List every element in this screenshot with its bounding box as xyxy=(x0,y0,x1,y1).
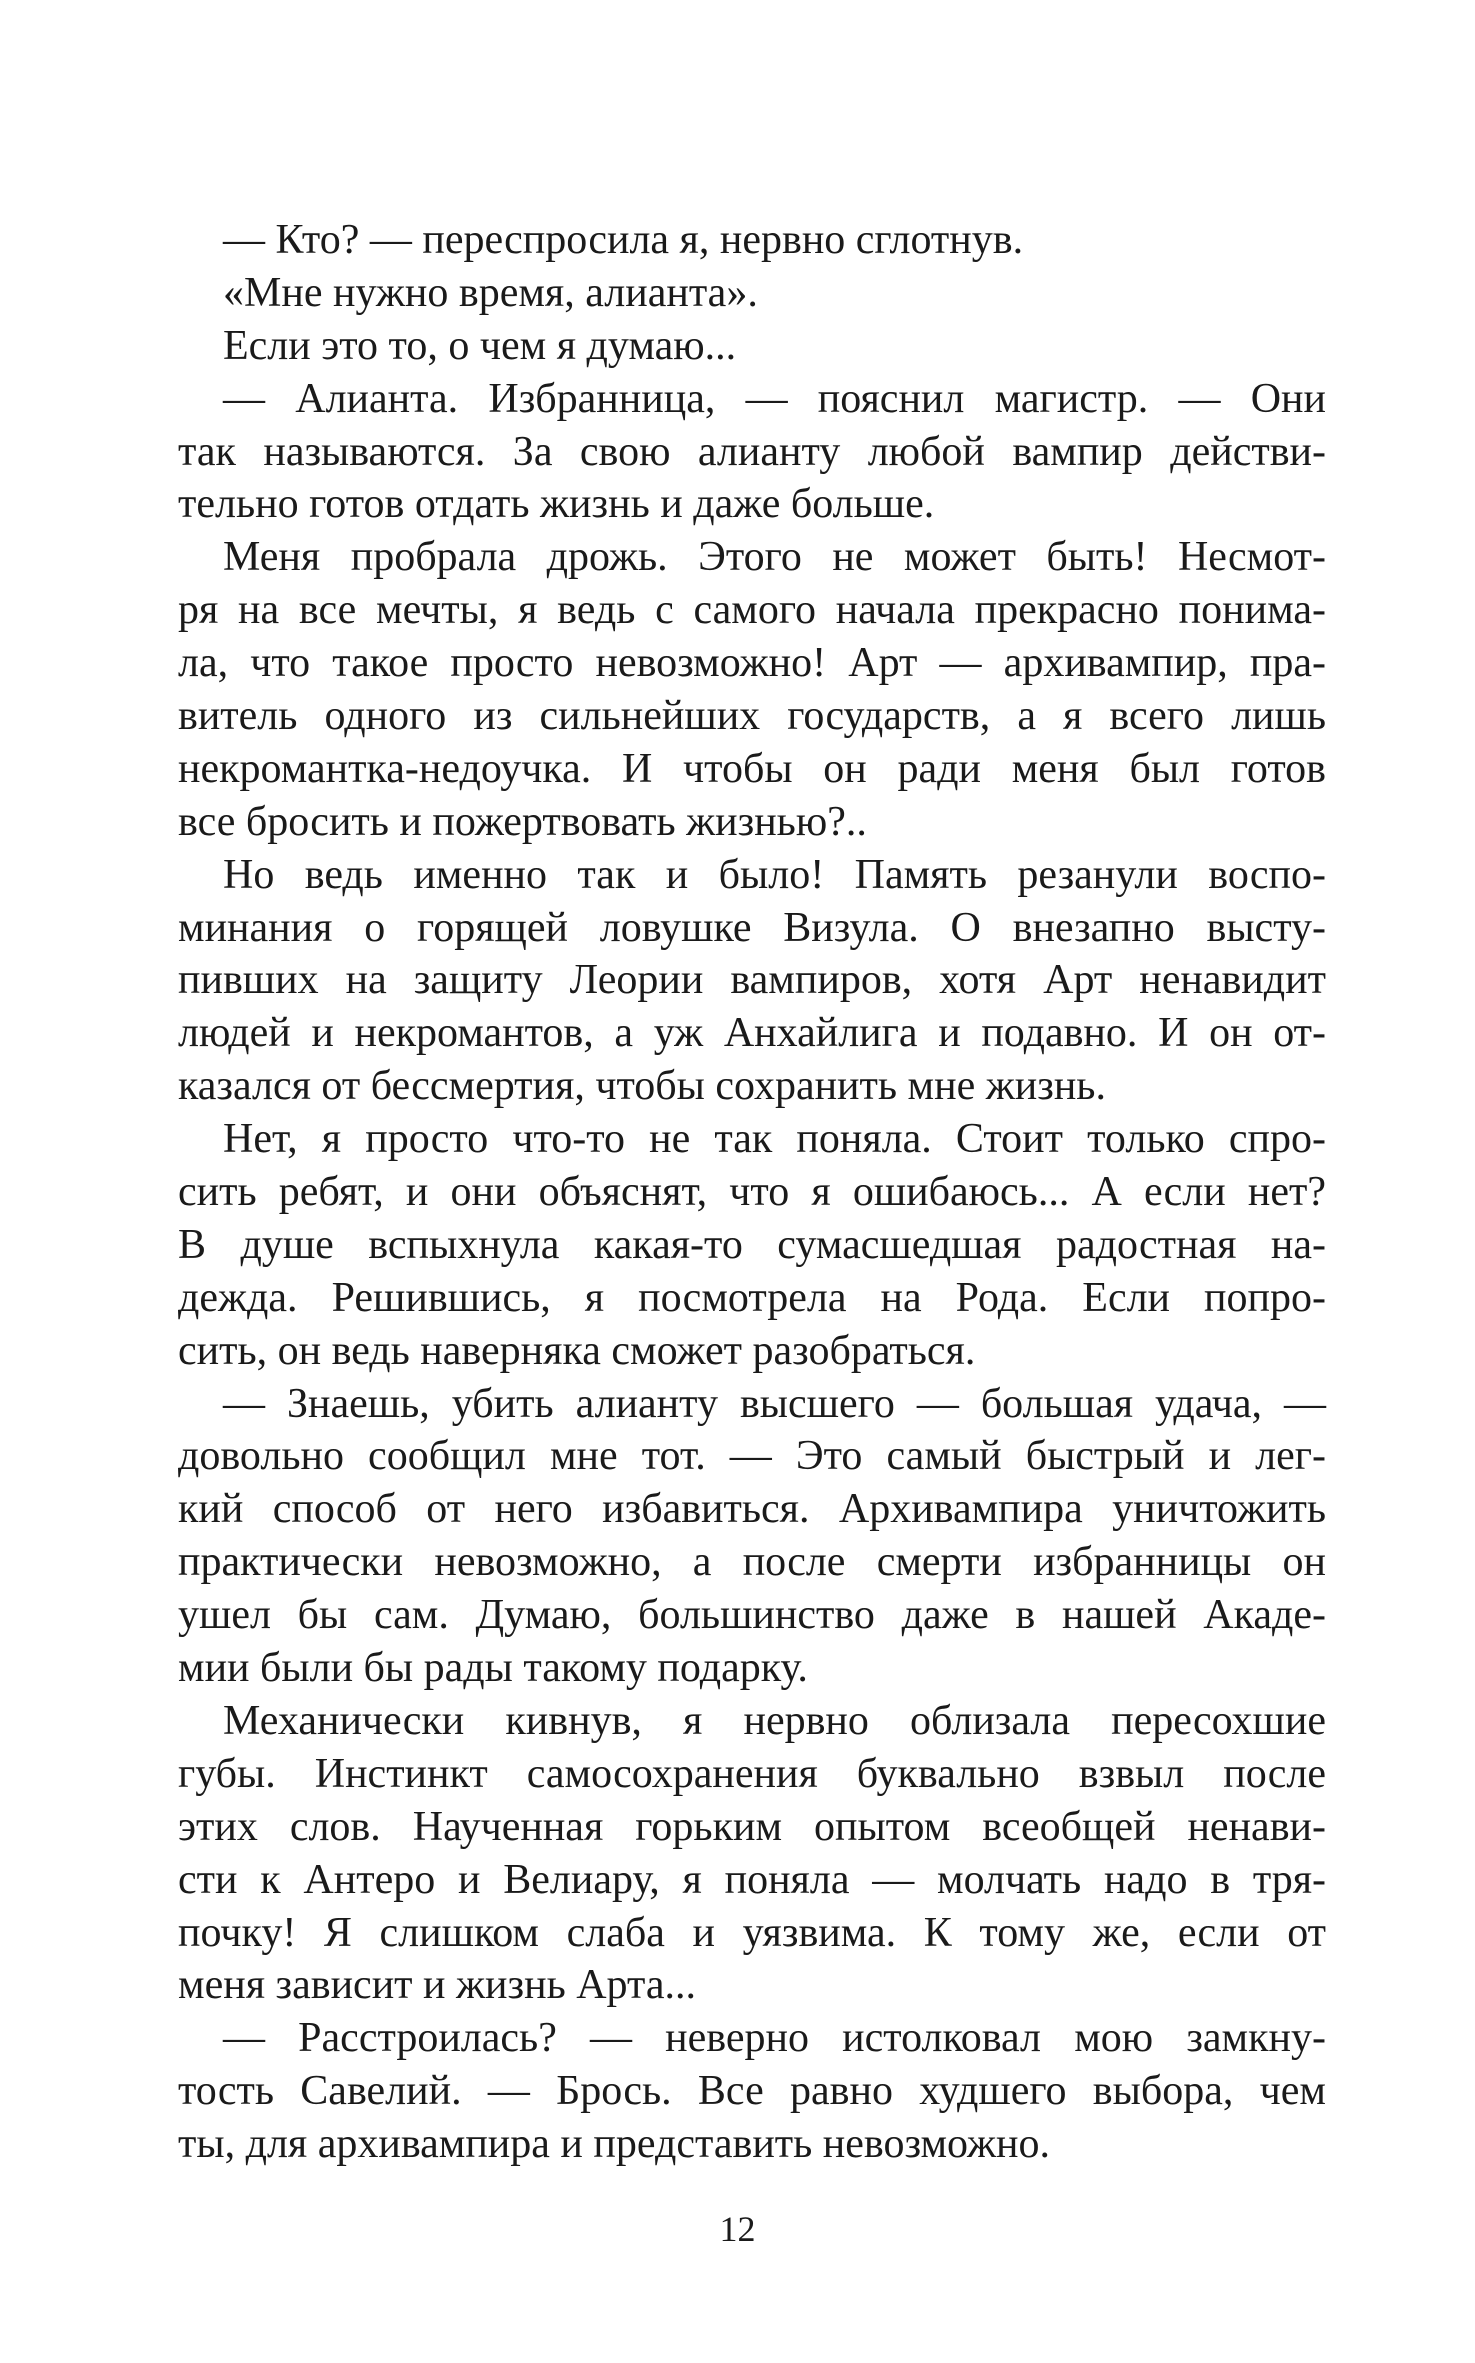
text-line: мии были бы рады такому подарку. xyxy=(178,1645,808,1692)
text-line: В душе вспыхнула какая-то сумасшедшая радостная на- xyxy=(178,1221,1326,1268)
text-line: пивших на защиту Леории вампиров, хотя Арт ненавидит xyxy=(178,957,1326,1004)
text-line: Механически кивнув, я нервно облизала пересохшие xyxy=(223,1697,1326,1744)
text-line: губы. Инстинкт самосохранения буквально взвыл после xyxy=(178,1750,1326,1797)
text-line: так называются. За свою алианту любой вампир действи- xyxy=(178,428,1326,475)
text-line: Но ведь именно так и было! Память резанули воспо- xyxy=(223,851,1326,898)
text-line: некромантка-недоучка. И чтобы он ради меня был готов xyxy=(178,745,1326,792)
text-line: тость Савелий. — Брось. Все равно худшего выбора, чем xyxy=(178,2068,1326,2115)
text-line: сить ребят, и они объяснят, что я ошибаюсь... А если нет? xyxy=(178,1169,1326,1216)
text-line: этих слов. Наученная горьким опытом всеобщей ненави- xyxy=(178,1803,1326,1850)
text-line: все бросить и пожертвовать жизнью?.. xyxy=(178,798,867,845)
text-line: практически невозможно, а после смерти избранницы он xyxy=(178,1539,1326,1586)
text-line: — Алианта. Избранница, — пояснил магистр. — Они xyxy=(223,375,1326,422)
text-line: людей и некромантов, а уж Анхайлига и подавно. И он от- xyxy=(178,1010,1326,1057)
text-line: меня зависит и жизнь Арта... xyxy=(178,1962,697,2009)
text-line: — Расстроилась? — неверно истолковал мою замкну- xyxy=(223,2015,1326,2062)
text-line: Меня пробрала дрожь. Этого не может быть! Несмот- xyxy=(223,534,1326,581)
text-line: казался от бессмертия, чтобы сохранить мне жизнь. xyxy=(178,1063,1106,1110)
text-line: ушел бы сам. Думаю, большинство даже в нашей Акаде- xyxy=(178,1592,1326,1639)
text-line: почку! Я слишком слаба и уязвима. К тому же, если от xyxy=(178,1909,1326,1956)
text-line: сить, он ведь наверняка сможет разобраться. xyxy=(178,1327,976,1374)
text-line: — Знаешь, убить алианту высшего — большая удача, — xyxy=(223,1380,1326,1427)
text-line: ты, для архивампира и представить невозможно. xyxy=(178,2121,1050,2168)
body-text xyxy=(178,214,1326,2171)
text-line: Нет, я просто что-то не так поняла. Стоит только спро- xyxy=(223,1116,1326,1163)
text-line: довольно сообщил мне тот. — Это самый быстрый и лег- xyxy=(178,1433,1326,1480)
text-line: ла, что такое просто невозможно! Арт — архивампир, пра- xyxy=(178,640,1326,687)
text-line: витель одного из сильнейших государств, а я всего лишь xyxy=(178,693,1326,740)
page-number: 12 xyxy=(719,2209,756,2249)
text-line: сти к Антеро и Велиару, я поняла — молчать надо в тря- xyxy=(178,1856,1326,1903)
text-line: минания о горящей ловушке Визула. О внезапно высту- xyxy=(178,904,1326,951)
text-line: — Кто? — переспросила я, нервно сглотнув. xyxy=(223,217,1024,263)
text-line: ря на все мечты, я ведь с самого начала прекрасно понима- xyxy=(178,587,1326,634)
text-line: дежда. Решившись, я посмотрела на Рода. Если попро- xyxy=(178,1274,1326,1321)
text-line: «Мне нужно время, алианта». xyxy=(223,269,758,316)
text-line: Если это то, о чем я думаю... xyxy=(223,322,737,369)
text-line: тельно готов отдать жизнь и даже больше. xyxy=(178,481,935,528)
text-line: кий способ от него избавиться. Архивампира уничтожить xyxy=(178,1486,1326,1533)
